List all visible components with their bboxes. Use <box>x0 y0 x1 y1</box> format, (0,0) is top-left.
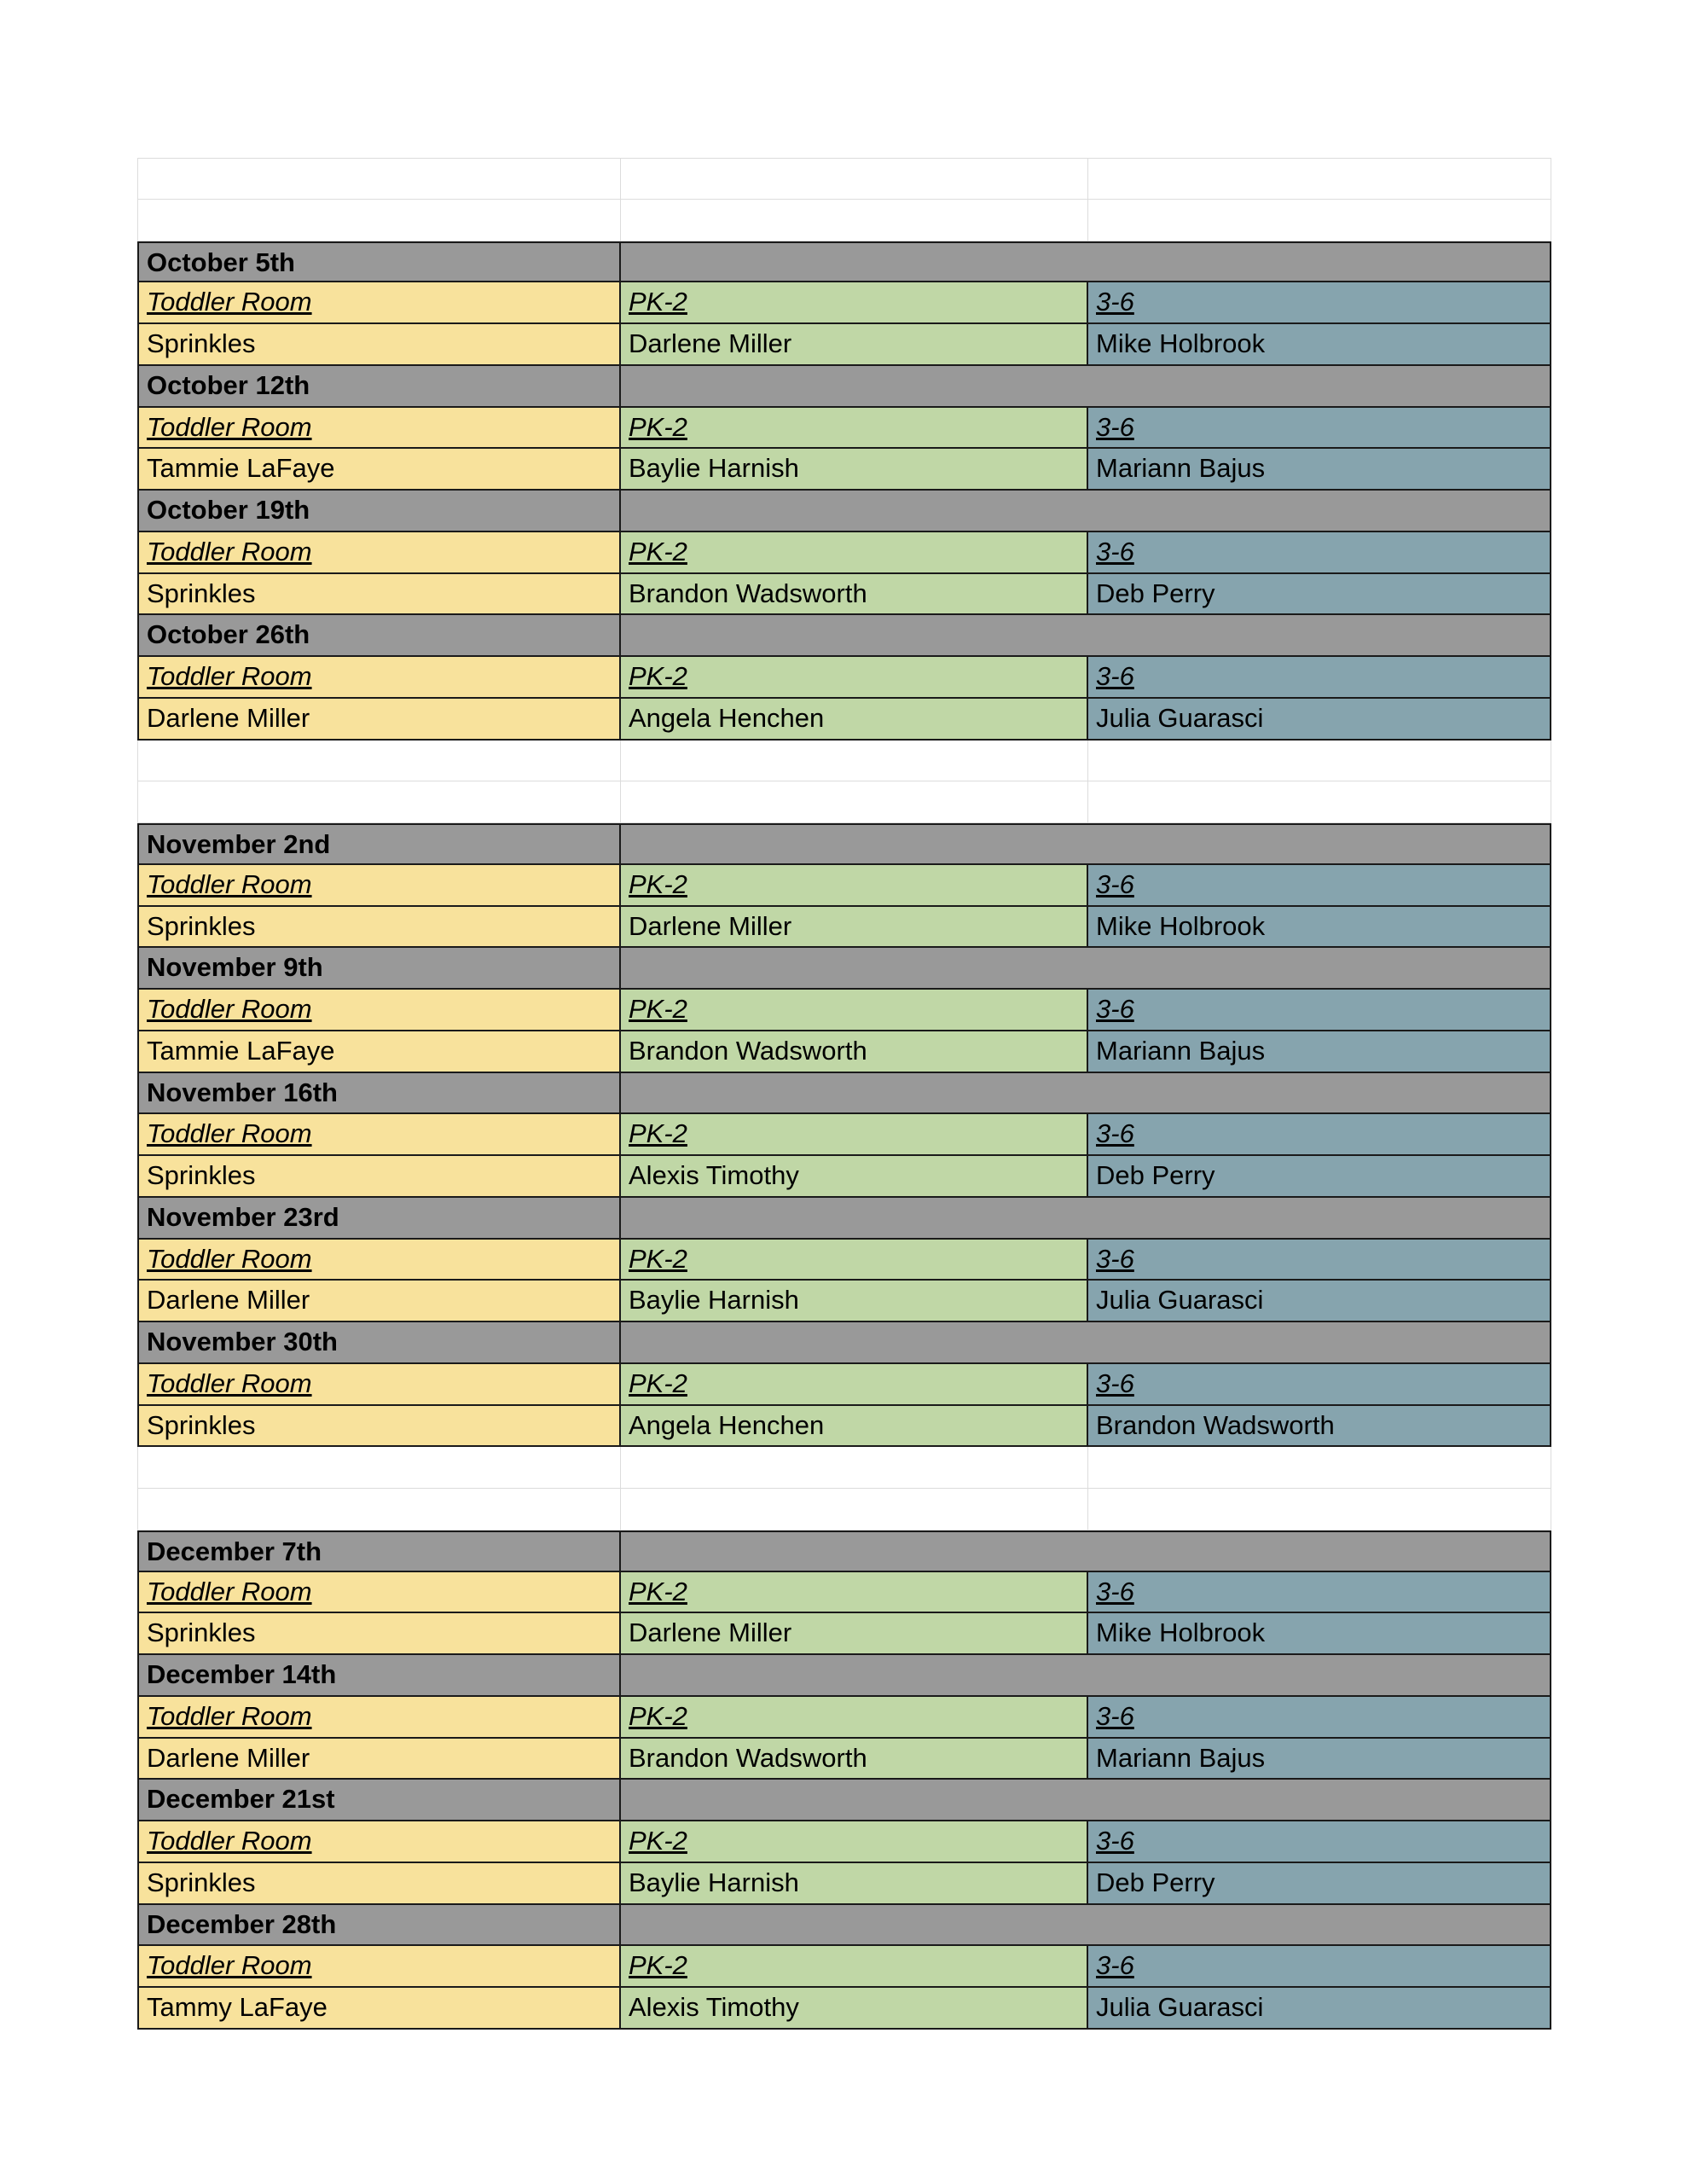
grades-3-6-label[interactable]: 3-6 <box>1088 1821 1551 1863</box>
empty-row <box>137 1489 1551 1531</box>
grades-3-6-label[interactable]: 3-6 <box>1088 865 1551 907</box>
empty-cell[interactable] <box>1088 200 1551 241</box>
grades-3-6-label[interactable]: 3-6 <box>1088 990 1551 1031</box>
classroom-labels-row <box>137 1821 1551 1863</box>
week-date-row <box>137 615 1551 657</box>
date-row-merged-cell[interactable] <box>621 1322 1551 1364</box>
grades-3-6-volunteer[interactable]: Mike Holbrook <box>1088 907 1551 949</box>
volunteer-names-row <box>137 1739 1551 1780</box>
week-date[interactable]: December 14th <box>137 1655 621 1697</box>
toddler-room-volunteer[interactable]: Tammy LaFaye <box>137 1988 621 2030</box>
empty-row <box>137 158 1551 200</box>
empty-cell[interactable] <box>1088 741 1551 782</box>
week-date[interactable]: November 30th <box>137 1322 621 1364</box>
toddler-room-volunteer[interactable]: Tammie LaFaye <box>137 1031 621 1073</box>
classroom-labels-row <box>137 1697 1551 1739</box>
pk2-volunteer[interactable]: Brandon Wadsworth <box>621 1739 1088 1780</box>
week-date-row <box>137 1780 1551 1821</box>
week-date-row <box>137 948 1551 990</box>
volunteer-names-row <box>137 1156 1551 1198</box>
week-date[interactable]: November 16th <box>137 1073 621 1115</box>
grades-3-6-volunteer[interactable]: Mariann Bajus <box>1088 449 1551 491</box>
week-date-row <box>137 491 1551 532</box>
date-row-merged-cell[interactable] <box>621 1198 1551 1240</box>
toddler-room-label[interactable]: Toddler Room <box>137 1697 621 1739</box>
week-date[interactable]: October 5th <box>137 241 621 283</box>
toddler-room-label[interactable]: Toddler Room <box>137 990 621 1031</box>
week-date[interactable]: December 7th <box>137 1531 621 1572</box>
volunteer-names-row <box>137 449 1551 491</box>
empty-cell[interactable] <box>137 200 621 241</box>
pk2-label[interactable]: PK-2 <box>621 532 1088 574</box>
pk2-volunteer[interactable]: Alexis Timothy <box>621 1156 1088 1198</box>
toddler-room-label[interactable]: Toddler Room <box>137 1364 621 1406</box>
classroom-labels-row <box>137 1364 1551 1406</box>
pk2-volunteer[interactable]: Darlene Miller <box>621 1613 1088 1655</box>
empty-cell[interactable] <box>621 1489 1088 1531</box>
pk2-volunteer[interactable]: Brandon Wadsworth <box>621 1031 1088 1073</box>
toddler-room-volunteer[interactable]: Sprinkles <box>137 907 621 949</box>
empty-cell[interactable] <box>621 1447 1088 1489</box>
grades-3-6-label[interactable]: 3-6 <box>1088 1240 1551 1281</box>
date-row-merged-cell[interactable] <box>621 615 1551 657</box>
volunteer-names-row <box>137 1406 1551 1448</box>
empty-cell[interactable] <box>1088 781 1551 823</box>
toddler-room-label[interactable]: Toddler Room <box>137 1240 621 1281</box>
empty-row <box>137 1447 1551 1489</box>
grades-3-6-label[interactable]: 3-6 <box>1088 408 1551 450</box>
classroom-labels-row <box>137 657 1551 699</box>
date-row-merged-cell[interactable] <box>621 1073 1551 1115</box>
grades-3-6-volunteer[interactable]: Deb Perry <box>1088 1156 1551 1198</box>
pk2-label[interactable]: PK-2 <box>621 1114 1088 1156</box>
toddler-room-volunteer[interactable]: Sprinkles <box>137 1406 621 1448</box>
pk2-label[interactable]: PK-2 <box>621 408 1088 450</box>
empty-cell[interactable] <box>137 1447 621 1489</box>
date-row-merged-cell[interactable] <box>621 491 1551 532</box>
grades-3-6-volunteer[interactable]: Julia Guarasci <box>1088 699 1551 741</box>
toddler-room-volunteer[interactable]: Darlene Miller <box>137 699 621 741</box>
week-date-row <box>137 1198 1551 1240</box>
classroom-labels-row <box>137 1114 1551 1156</box>
classroom-labels-row <box>137 1572 1551 1614</box>
toddler-room-label[interactable]: Toddler Room <box>137 1572 621 1614</box>
empty-row <box>137 200 1551 241</box>
toddler-room-volunteer[interactable]: Sprinkles <box>137 1156 621 1198</box>
week-date[interactable]: December 21st <box>137 1780 621 1821</box>
empty-cell[interactable] <box>621 200 1088 241</box>
volunteer-names-row <box>137 1988 1551 2030</box>
grades-3-6-volunteer[interactable]: Deb Perry <box>1088 574 1551 616</box>
toddler-room-label[interactable]: Toddler Room <box>137 408 621 450</box>
empty-row <box>137 741 1551 782</box>
toddler-room-label[interactable]: Toddler Room <box>137 532 621 574</box>
classroom-labels-row <box>137 865 1551 907</box>
schedule-sheet <box>137 158 1551 2030</box>
pk2-volunteer[interactable]: Angela Henchen <box>621 1406 1088 1448</box>
date-row-merged-cell[interactable] <box>621 1780 1551 1821</box>
toddler-room-label[interactable]: Toddler Room <box>137 282 621 324</box>
volunteer-names-row <box>137 574 1551 616</box>
pk2-label[interactable]: PK-2 <box>621 865 1088 907</box>
week-date[interactable]: November 23rd <box>137 1198 621 1240</box>
toddler-room-volunteer[interactable]: Sprinkles <box>137 1613 621 1655</box>
pk2-volunteer[interactable]: Baylie Harnish <box>621 1281 1088 1322</box>
pk2-label[interactable]: PK-2 <box>621 1240 1088 1281</box>
week-date-row <box>137 1655 1551 1697</box>
pk2-label[interactable]: PK-2 <box>621 282 1088 324</box>
date-row-merged-cell[interactable] <box>621 1905 1551 1947</box>
volunteer-names-row <box>137 1863 1551 1905</box>
date-row-merged-cell[interactable] <box>621 823 1551 865</box>
grades-3-6-volunteer[interactable]: Julia Guarasci <box>1088 1988 1551 2030</box>
empty-cell[interactable] <box>137 741 621 782</box>
pk2-label[interactable]: PK-2 <box>621 1572 1088 1614</box>
pk2-volunteer[interactable]: Baylie Harnish <box>621 1863 1088 1905</box>
date-row-merged-cell[interactable] <box>621 1655 1551 1697</box>
volunteer-names-row <box>137 1031 1551 1073</box>
classroom-labels-row <box>137 282 1551 324</box>
classroom-labels-row <box>137 990 1551 1031</box>
toddler-room-volunteer[interactable]: Sprinkles <box>137 574 621 616</box>
toddler-room-volunteer[interactable]: Darlene Miller <box>137 1281 621 1322</box>
grades-3-6-label[interactable]: 3-6 <box>1088 1572 1551 1614</box>
week-date-row <box>137 241 1551 283</box>
week-date[interactable]: October 26th <box>137 615 621 657</box>
toddler-room-volunteer[interactable]: Sprinkles <box>137 1863 621 1905</box>
empty-row <box>137 781 1551 823</box>
grades-3-6-label[interactable]: 3-6 <box>1088 1697 1551 1739</box>
empty-cell[interactable] <box>1088 1489 1551 1531</box>
week-date[interactable]: November 2nd <box>137 823 621 865</box>
classroom-labels-row <box>137 532 1551 574</box>
pk2-label[interactable]: PK-2 <box>621 1946 1088 1988</box>
pk2-volunteer[interactable]: Alexis Timothy <box>621 1988 1088 2030</box>
grades-3-6-label[interactable]: 3-6 <box>1088 282 1551 324</box>
week-date[interactable]: October 19th <box>137 491 621 532</box>
toddler-room-label[interactable]: Toddler Room <box>137 1114 621 1156</box>
pk2-volunteer[interactable]: Angela Henchen <box>621 699 1088 741</box>
grades-3-6-volunteer[interactable]: Deb Perry <box>1088 1863 1551 1905</box>
pk2-label[interactable]: PK-2 <box>621 1821 1088 1863</box>
toddler-room-label[interactable]: Toddler Room <box>137 1946 621 1988</box>
toddler-room-volunteer[interactable]: Sprinkles <box>137 324 621 366</box>
classroom-labels-row <box>137 408 1551 450</box>
grades-3-6-volunteer[interactable]: Brandon Wadsworth <box>1088 1406 1551 1448</box>
pk2-volunteer[interactable]: Darlene Miller <box>621 907 1088 949</box>
volunteer-names-row <box>137 324 1551 366</box>
week-date[interactable]: November 9th <box>137 948 621 990</box>
toddler-room-label[interactable]: Toddler Room <box>137 1821 621 1863</box>
volunteer-names-row <box>137 1281 1551 1322</box>
pk2-label[interactable]: PK-2 <box>621 1364 1088 1406</box>
week-date-row <box>137 1905 1551 1947</box>
toddler-room-label[interactable]: Toddler Room <box>137 657 621 699</box>
pk2-volunteer[interactable]: Brandon Wadsworth <box>621 574 1088 616</box>
volunteer-names-row <box>137 1613 1551 1655</box>
empty-cell[interactable] <box>621 781 1088 823</box>
pk2-volunteer[interactable]: Baylie Harnish <box>621 449 1088 491</box>
classroom-labels-row <box>137 1240 1551 1281</box>
pk2-label[interactable]: PK-2 <box>621 990 1088 1031</box>
week-date-row <box>137 1531 1551 1572</box>
toddler-room-volunteer[interactable]: Darlene Miller <box>137 1739 621 1780</box>
grades-3-6-volunteer[interactable]: Mariann Bajus <box>1088 1739 1551 1780</box>
empty-cell[interactable] <box>621 158 1088 200</box>
empty-cell[interactable] <box>137 158 621 200</box>
grades-3-6-volunteer[interactable]: Julia Guarasci <box>1088 1281 1551 1322</box>
date-row-merged-cell[interactable] <box>621 1531 1551 1572</box>
week-date-row <box>137 823 1551 865</box>
toddler-room-volunteer[interactable]: Tammie LaFaye <box>137 449 621 491</box>
week-date[interactable]: December 28th <box>137 1905 621 1947</box>
grades-3-6-volunteer[interactable]: Mike Holbrook <box>1088 324 1551 366</box>
date-row-merged-cell[interactable] <box>621 948 1551 990</box>
grades-3-6-label[interactable]: 3-6 <box>1088 1946 1551 1988</box>
toddler-room-label[interactable]: Toddler Room <box>137 865 621 907</box>
grades-3-6-volunteer[interactable]: Mike Holbrook <box>1088 1613 1551 1655</box>
empty-cell[interactable] <box>621 741 1088 782</box>
grades-3-6-label[interactable]: 3-6 <box>1088 1114 1551 1156</box>
empty-cell[interactable] <box>1088 158 1551 200</box>
classroom-labels-row <box>137 1946 1551 1988</box>
date-row-merged-cell[interactable] <box>621 366 1551 408</box>
grades-3-6-label[interactable]: 3-6 <box>1088 532 1551 574</box>
week-date-row <box>137 366 1551 408</box>
week-date-row <box>137 1322 1551 1364</box>
pk2-label[interactable]: PK-2 <box>621 657 1088 699</box>
pk2-label[interactable]: PK-2 <box>621 1697 1088 1739</box>
pk2-volunteer[interactable]: Darlene Miller <box>621 324 1088 366</box>
empty-cell[interactable] <box>137 1489 621 1531</box>
volunteer-names-row <box>137 699 1551 741</box>
grades-3-6-label[interactable]: 3-6 <box>1088 657 1551 699</box>
empty-cell[interactable] <box>1088 1447 1551 1489</box>
grades-3-6-label[interactable]: 3-6 <box>1088 1364 1551 1406</box>
week-date-row <box>137 1073 1551 1115</box>
volunteer-names-row <box>137 907 1551 949</box>
date-row-merged-cell[interactable] <box>621 241 1551 283</box>
week-date[interactable]: October 12th <box>137 366 621 408</box>
empty-cell[interactable] <box>137 781 621 823</box>
grades-3-6-volunteer[interactable]: Mariann Bajus <box>1088 1031 1551 1073</box>
